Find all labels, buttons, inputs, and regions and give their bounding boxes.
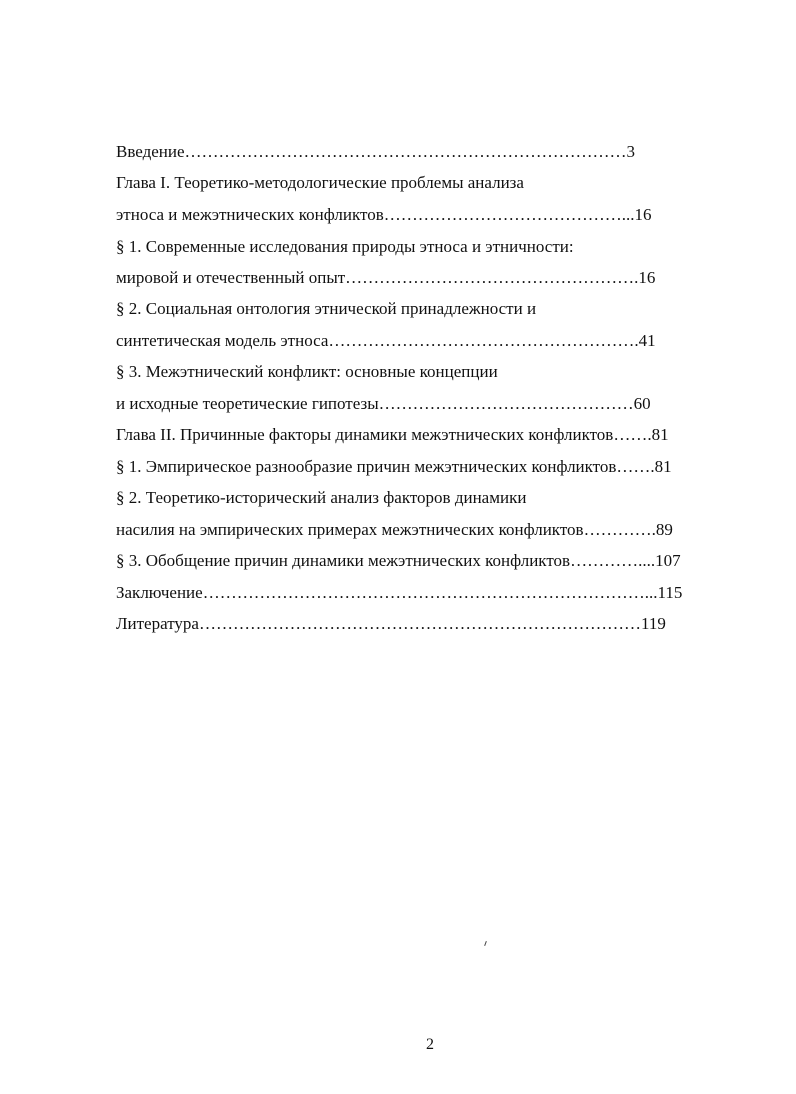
toc-entry-chapter-2-section-1: § 1. Эмпирическое разнообразие причин межэтнических конфликтов…….81 <box>116 457 672 476</box>
toc-entry-chapter-2-section-2-line-2: насилия на эмпирических примерах межэтнических конфликтов………….89 <box>116 520 673 539</box>
toc-entry-chapter-2-section-2-line-1: § 2. Теоретико-исторический анализ факторов динамики <box>116 488 527 507</box>
toc-entry-chapter-1-section-2-line-1: § 2. Социальная онтология этнической принадлежности и <box>116 299 537 318</box>
toc-entry-literature: Литература……………………………………………………………………119 <box>116 614 666 633</box>
toc-entry-chapter-2-section-3: § 3. Обобщение причин динамики межэтнических конфликтов…………....107 <box>116 551 681 570</box>
toc-entry-chapter-1-section-1-line-1: § 1. Современные исследования природы этноса и этничности: <box>116 237 574 256</box>
toc-entry-chapter-2-title: Глава II. Причинные факторы динамики межэтнических конфликтов…….81 <box>116 425 669 444</box>
toc-entry-chapter-1-title-line-2: этноса и межэтнических конфликтов……………………………………...16 <box>116 205 652 224</box>
toc-entry-introduction: Введение……………………………………………………………………3 <box>116 142 636 161</box>
toc-entry-chapter-1-section-3-line-1: § 3. Межэтнический конфликт: основные концепции <box>116 362 498 381</box>
toc-entry-chapter-1-section-3-line-2: и исходные теоретические гипотезы………………………………………60 <box>116 394 651 413</box>
page-number: 2 <box>426 1036 434 1053</box>
toc-entry-conclusion: Заключение……………………………………………………………………...115 <box>116 583 683 602</box>
toc-entry-chapter-1-title-line-1: Глава I. Теоретико-методологические проблемы анализа <box>116 173 524 192</box>
toc-entry-chapter-1-section-1-line-2: мировой и отечественный опыт…………………………………………….16 <box>116 268 656 287</box>
toc-entry-chapter-1-section-2-line-2: синтетическая модель этноса……………………………………………….41 <box>116 331 656 350</box>
